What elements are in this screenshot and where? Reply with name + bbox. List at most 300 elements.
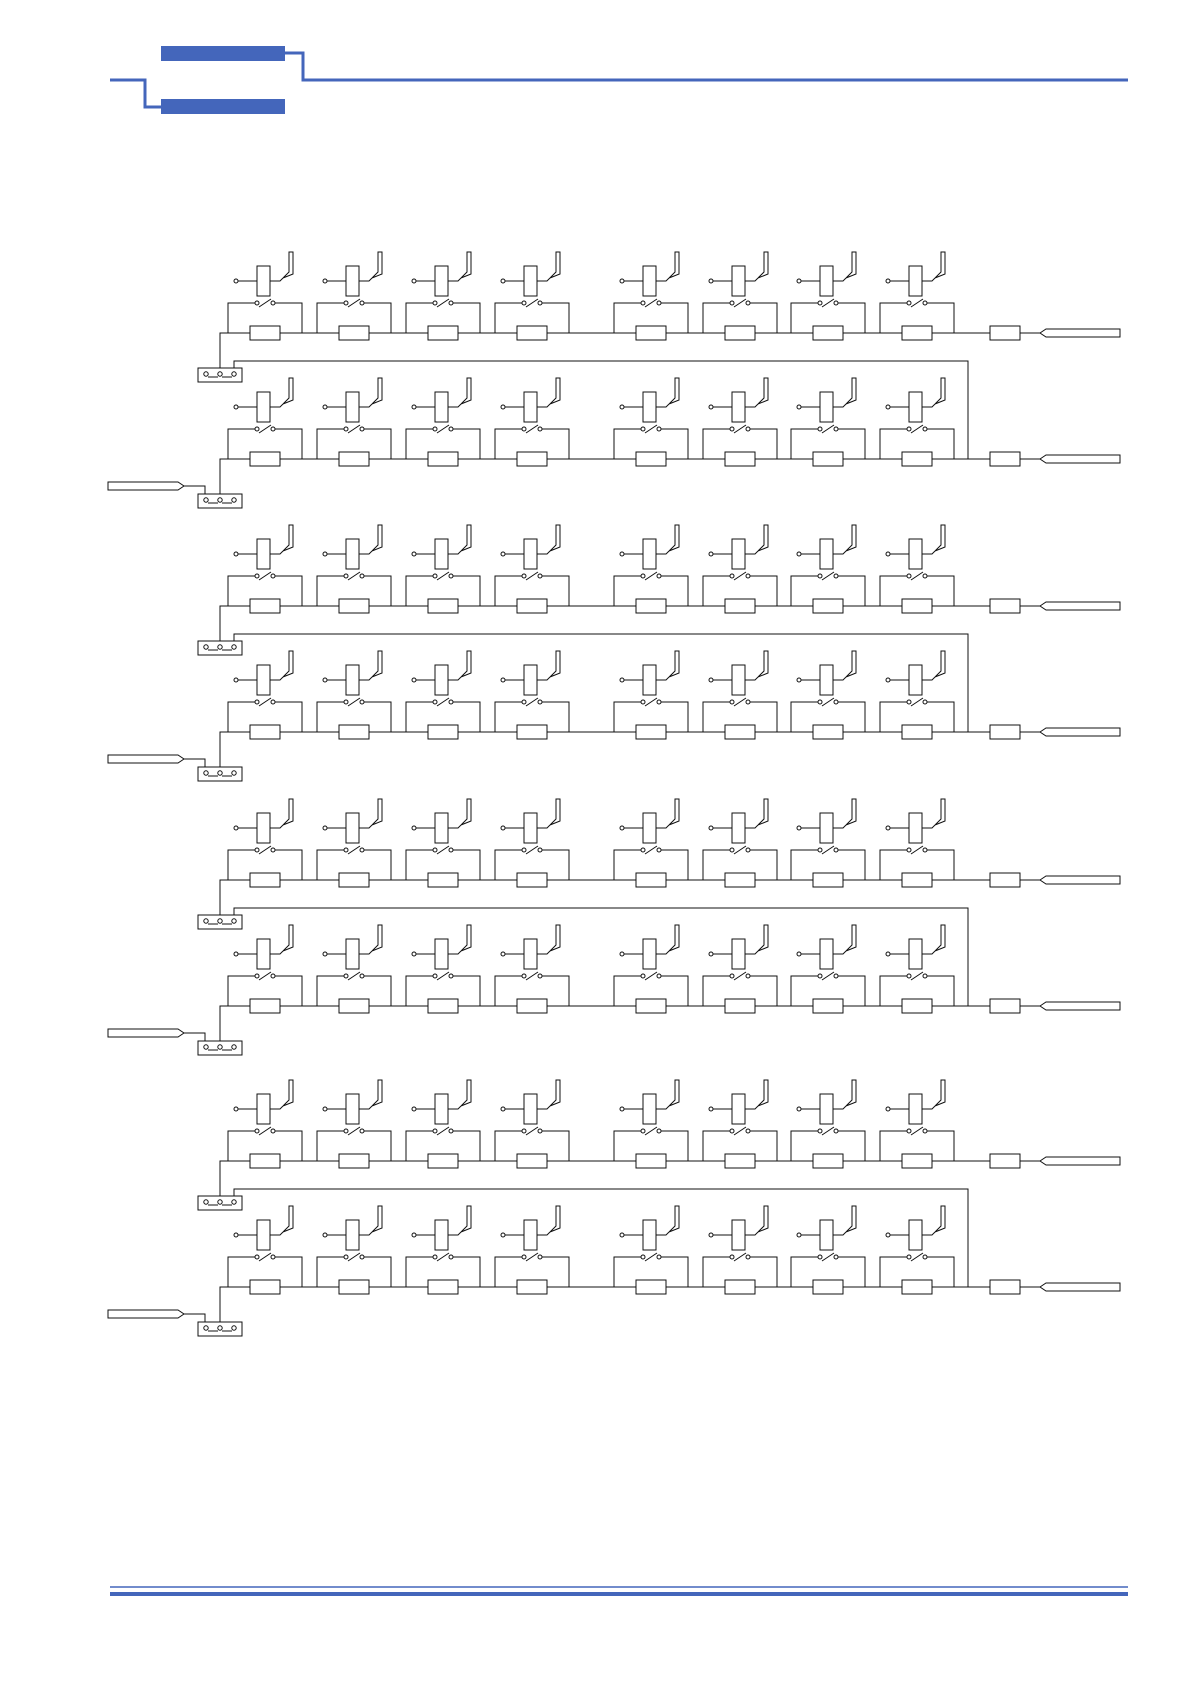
relay-coil-icon bbox=[732, 813, 745, 843]
resistor-icon bbox=[725, 873, 755, 887]
coil-link-wire bbox=[745, 951, 758, 954]
switch-blade-icon bbox=[911, 1127, 923, 1135]
coil-terminal-dot bbox=[323, 1233, 327, 1237]
coil-link-wire bbox=[537, 825, 550, 828]
resistor-icon bbox=[636, 873, 666, 887]
switch-blade-icon bbox=[822, 1253, 834, 1261]
resistor-icon bbox=[725, 725, 755, 739]
terminal-dot bbox=[204, 1200, 208, 1204]
contact-finger-icon bbox=[372, 252, 382, 278]
switch-contact-dot bbox=[433, 974, 437, 978]
resistor-icon bbox=[517, 725, 547, 739]
resistor-icon bbox=[250, 452, 280, 466]
resistor-icon bbox=[517, 999, 547, 1013]
contact-finger-icon bbox=[846, 651, 856, 677]
resistor-icon bbox=[428, 599, 458, 613]
relay-coil-icon bbox=[257, 266, 270, 296]
switch-contact-dot bbox=[641, 1255, 645, 1259]
switch-blade-icon bbox=[437, 1253, 449, 1261]
switch-contact-dot bbox=[746, 700, 750, 704]
switch-contact-dot bbox=[746, 1255, 750, 1259]
switch-contact-dot bbox=[433, 427, 437, 431]
coil-link-wire bbox=[359, 825, 372, 828]
input-connector-icon bbox=[108, 1029, 184, 1037]
contact-finger-icon bbox=[372, 1080, 382, 1106]
relay-coil-icon bbox=[435, 665, 448, 695]
coil-link-wire bbox=[656, 551, 669, 554]
terminal-block-icon bbox=[198, 368, 242, 382]
coil-terminal-dot bbox=[709, 1233, 713, 1237]
relay-cell bbox=[228, 378, 302, 466]
relay-coil-icon bbox=[346, 392, 359, 422]
relay-coil-icon bbox=[909, 1094, 922, 1124]
switch-contact-dot bbox=[834, 574, 838, 578]
switch-blade-icon bbox=[911, 698, 923, 706]
switch-contact-dot bbox=[923, 1255, 927, 1259]
relay-cell bbox=[228, 651, 302, 739]
switch-contact-dot bbox=[344, 848, 348, 852]
resistor-icon bbox=[813, 326, 843, 340]
output-connector-icon bbox=[1040, 876, 1120, 884]
terminal-dot bbox=[218, 1045, 222, 1049]
coil-terminal-dot bbox=[501, 1233, 505, 1237]
switch-contact-dot bbox=[433, 574, 437, 578]
ladder-group bbox=[108, 1080, 1120, 1336]
coil-link-wire bbox=[270, 278, 283, 281]
switch-contact-dot bbox=[255, 974, 259, 978]
switch-blade-icon bbox=[911, 425, 923, 433]
relay-cell bbox=[614, 378, 688, 466]
ladder-group bbox=[108, 252, 1120, 508]
switch-contact-dot bbox=[641, 974, 645, 978]
coil-link-wire bbox=[448, 278, 461, 281]
relay-coil-icon bbox=[909, 813, 922, 843]
switch-blade-icon bbox=[526, 698, 538, 706]
relay-coil-icon bbox=[909, 392, 922, 422]
input-connector-icon bbox=[108, 1310, 184, 1318]
resistor-icon bbox=[902, 599, 932, 613]
switch-contact-dot bbox=[923, 974, 927, 978]
relay-coil-icon bbox=[820, 266, 833, 296]
contact-finger-icon bbox=[372, 925, 382, 951]
output-resistor-icon bbox=[990, 1154, 1020, 1168]
switch-contact-dot bbox=[538, 974, 542, 978]
terminal-dot bbox=[232, 1045, 236, 1049]
switch-contact-dot bbox=[907, 574, 911, 578]
switch-contact-dot bbox=[907, 1255, 911, 1259]
switch-blade-icon bbox=[348, 698, 360, 706]
switch-contact-dot bbox=[255, 574, 259, 578]
relay-coil-icon bbox=[524, 1220, 537, 1250]
relay-coil-icon bbox=[524, 939, 537, 969]
switch-contact-dot bbox=[730, 427, 734, 431]
coil-terminal-dot bbox=[501, 678, 505, 682]
relay-coil-icon bbox=[732, 665, 745, 695]
relay-cell bbox=[228, 525, 302, 613]
terminal-dot bbox=[232, 498, 236, 502]
coil-link-wire bbox=[745, 551, 758, 554]
contact-finger-icon bbox=[935, 651, 945, 677]
switch-blade-icon bbox=[259, 299, 271, 307]
relay-coil-icon bbox=[257, 939, 270, 969]
terminal-dot bbox=[232, 372, 236, 376]
input-wire bbox=[184, 1033, 205, 1041]
relay-cell bbox=[317, 925, 391, 1013]
switch-contact-dot bbox=[834, 1129, 838, 1133]
relay-coil-icon bbox=[643, 1094, 656, 1124]
coil-terminal-dot bbox=[234, 1233, 238, 1237]
coil-terminal-dot bbox=[709, 279, 713, 283]
switch-contact-dot bbox=[271, 427, 275, 431]
switch-blade-icon bbox=[645, 972, 657, 980]
coil-terminal-dot bbox=[620, 1107, 624, 1111]
switch-contact-dot bbox=[344, 1129, 348, 1133]
relay-cell bbox=[495, 925, 569, 1013]
output-connector-icon bbox=[1040, 455, 1120, 463]
relay-coil-icon bbox=[524, 1094, 537, 1124]
relay-cell bbox=[495, 1080, 569, 1168]
relay-cell bbox=[317, 799, 391, 887]
relay-cell bbox=[614, 525, 688, 613]
relay-cell bbox=[791, 799, 865, 887]
coil-terminal-dot bbox=[886, 1107, 890, 1111]
relay-coil-icon bbox=[346, 539, 359, 569]
coil-link-wire bbox=[745, 404, 758, 407]
relay-coil-icon bbox=[524, 266, 537, 296]
contact-finger-icon bbox=[283, 252, 293, 278]
relay-cell bbox=[880, 925, 954, 1013]
contact-finger-icon bbox=[935, 1080, 945, 1106]
switch-contact-dot bbox=[907, 700, 911, 704]
coil-terminal-dot bbox=[709, 678, 713, 682]
terminal-dot bbox=[218, 372, 222, 376]
coil-link-wire bbox=[537, 1232, 550, 1235]
contact-finger-icon bbox=[846, 799, 856, 825]
switch-contact-dot bbox=[907, 848, 911, 852]
switch-contact-dot bbox=[255, 427, 259, 431]
switch-contact-dot bbox=[641, 301, 645, 305]
switch-contact-dot bbox=[657, 848, 661, 852]
coil-link-wire bbox=[359, 551, 372, 554]
relay-coil-icon bbox=[643, 392, 656, 422]
feed-wire bbox=[220, 1287, 228, 1322]
switch-contact-dot bbox=[360, 974, 364, 978]
relay-cell bbox=[406, 925, 480, 1013]
contact-finger-icon bbox=[550, 525, 560, 551]
switch-contact-dot bbox=[923, 700, 927, 704]
contact-finger-icon bbox=[283, 799, 293, 825]
switch-blade-icon bbox=[822, 425, 834, 433]
contact-finger-icon bbox=[461, 1206, 471, 1232]
resistor-icon bbox=[428, 725, 458, 739]
switch-contact-dot bbox=[255, 848, 259, 852]
coil-terminal-dot bbox=[501, 826, 505, 830]
switch-blade-icon bbox=[734, 1127, 746, 1135]
relay-coil-icon bbox=[820, 1094, 833, 1124]
switch-blade-icon bbox=[734, 299, 746, 307]
relay-coil-icon bbox=[820, 392, 833, 422]
relay-cell bbox=[406, 1080, 480, 1168]
coil-link-wire bbox=[922, 951, 935, 954]
feed-wire bbox=[220, 333, 228, 368]
resistor-icon bbox=[725, 326, 755, 340]
contact-finger-icon bbox=[846, 1206, 856, 1232]
switch-contact-dot bbox=[271, 574, 275, 578]
relay-coil-icon bbox=[524, 392, 537, 422]
relay-coil-icon bbox=[820, 539, 833, 569]
resistor-icon bbox=[902, 725, 932, 739]
coil-link-wire bbox=[537, 677, 550, 680]
coil-terminal-dot bbox=[797, 279, 801, 283]
coil-terminal-dot bbox=[323, 1107, 327, 1111]
contact-finger-icon bbox=[758, 1206, 768, 1232]
resistor-icon bbox=[517, 599, 547, 613]
coil-terminal-dot bbox=[797, 826, 801, 830]
terminal-dot bbox=[232, 1326, 236, 1330]
resistor-icon bbox=[725, 1154, 755, 1168]
relay-cell bbox=[880, 1080, 954, 1168]
switch-contact-dot bbox=[907, 301, 911, 305]
coil-link-wire bbox=[537, 1106, 550, 1109]
coil-terminal-dot bbox=[323, 405, 327, 409]
relay-coil-icon bbox=[435, 813, 448, 843]
relay-cell bbox=[317, 378, 391, 466]
coil-link-wire bbox=[833, 278, 846, 281]
feed-wire bbox=[220, 1161, 228, 1196]
coil-terminal-dot bbox=[412, 1233, 416, 1237]
resistor-icon bbox=[902, 1280, 932, 1294]
switch-contact-dot bbox=[538, 848, 542, 852]
relay-cell bbox=[703, 378, 777, 466]
switch-contact-dot bbox=[344, 700, 348, 704]
relay-cell bbox=[406, 252, 480, 340]
switch-blade-icon bbox=[734, 1253, 746, 1261]
coil-terminal-dot bbox=[501, 552, 505, 556]
relay-coil-icon bbox=[346, 665, 359, 695]
resistor-icon bbox=[902, 1154, 932, 1168]
coil-link-wire bbox=[448, 951, 461, 954]
input-connector-icon bbox=[108, 482, 184, 490]
relay-cell bbox=[880, 651, 954, 739]
relay-coil-icon bbox=[524, 539, 537, 569]
relay-cell bbox=[406, 651, 480, 739]
switch-contact-dot bbox=[538, 301, 542, 305]
terminal-dot bbox=[204, 771, 208, 775]
relay-cell bbox=[880, 799, 954, 887]
contact-finger-icon bbox=[846, 252, 856, 278]
switch-contact-dot bbox=[433, 848, 437, 852]
resistor-icon bbox=[636, 725, 666, 739]
switch-blade-icon bbox=[259, 972, 271, 980]
coil-terminal-dot bbox=[412, 1107, 416, 1111]
coil-link-wire bbox=[359, 951, 372, 954]
coil-link-wire bbox=[359, 404, 372, 407]
resistor-icon bbox=[813, 1154, 843, 1168]
terminal-dot bbox=[204, 645, 208, 649]
relay-cell bbox=[228, 1080, 302, 1168]
switch-blade-icon bbox=[734, 425, 746, 433]
coil-link-wire bbox=[833, 1232, 846, 1235]
resistor-icon bbox=[813, 1280, 843, 1294]
switch-contact-dot bbox=[433, 1255, 437, 1259]
input-wire bbox=[184, 486, 205, 494]
relay-coil-icon bbox=[346, 1220, 359, 1250]
resistor-icon bbox=[636, 1154, 666, 1168]
group-bridge-wire bbox=[234, 1189, 968, 1287]
relay-cell bbox=[791, 651, 865, 739]
coil-terminal-dot bbox=[886, 952, 890, 956]
switch-blade-icon bbox=[734, 572, 746, 580]
switch-contact-dot bbox=[657, 574, 661, 578]
switch-contact-dot bbox=[360, 301, 364, 305]
switch-blade-icon bbox=[437, 299, 449, 307]
switch-contact-dot bbox=[360, 1255, 364, 1259]
coil-link-wire bbox=[656, 825, 669, 828]
switch-contact-dot bbox=[923, 574, 927, 578]
contact-finger-icon bbox=[461, 378, 471, 404]
switch-contact-dot bbox=[641, 848, 645, 852]
resistor-icon bbox=[813, 452, 843, 466]
switch-contact-dot bbox=[538, 1129, 542, 1133]
coil-link-wire bbox=[922, 825, 935, 828]
relay-coil-icon bbox=[346, 939, 359, 969]
relay-cell bbox=[495, 525, 569, 613]
contact-finger-icon bbox=[846, 1080, 856, 1106]
coil-link-wire bbox=[448, 1106, 461, 1109]
switch-contact-dot bbox=[907, 427, 911, 431]
resistor-icon bbox=[725, 1280, 755, 1294]
switch-contact-dot bbox=[834, 848, 838, 852]
switch-contact-dot bbox=[730, 700, 734, 704]
terminal-dot bbox=[232, 771, 236, 775]
coil-link-wire bbox=[537, 951, 550, 954]
feed-wire bbox=[220, 459, 228, 494]
coil-terminal-dot bbox=[412, 279, 416, 283]
switch-contact-dot bbox=[746, 301, 750, 305]
ladder-group bbox=[108, 799, 1120, 1055]
coil-link-wire bbox=[656, 677, 669, 680]
coil-link-wire bbox=[922, 1106, 935, 1109]
switch-contact-dot bbox=[433, 1129, 437, 1133]
relay-coil-icon bbox=[909, 266, 922, 296]
switch-contact-dot bbox=[433, 301, 437, 305]
coil-terminal-dot bbox=[886, 1233, 890, 1237]
terminal-dot bbox=[204, 1045, 208, 1049]
coil-link-wire bbox=[448, 677, 461, 680]
ladder-row bbox=[198, 1206, 1120, 1336]
relay-cell bbox=[703, 1080, 777, 1168]
terminal-dot bbox=[218, 1326, 222, 1330]
resistor-icon bbox=[517, 873, 547, 887]
switch-contact-dot bbox=[834, 301, 838, 305]
switch-blade-icon bbox=[526, 572, 538, 580]
relay-cell bbox=[703, 525, 777, 613]
relay-cell bbox=[228, 1206, 302, 1294]
relay-cell bbox=[703, 252, 777, 340]
switch-contact-dot bbox=[923, 1129, 927, 1133]
resistor-icon bbox=[813, 999, 843, 1013]
coil-link-wire bbox=[833, 825, 846, 828]
relay-coil-icon bbox=[643, 1220, 656, 1250]
contact-finger-icon bbox=[550, 1080, 560, 1106]
switch-contact-dot bbox=[538, 427, 542, 431]
coil-terminal-dot bbox=[709, 1107, 713, 1111]
header-bar-bottom bbox=[161, 99, 285, 114]
contact-finger-icon bbox=[461, 651, 471, 677]
header-rule bbox=[110, 80, 161, 107]
coil-terminal-dot bbox=[234, 678, 238, 682]
switch-blade-icon bbox=[645, 572, 657, 580]
coil-link-wire bbox=[656, 404, 669, 407]
switch-contact-dot bbox=[746, 574, 750, 578]
coil-link-wire bbox=[537, 404, 550, 407]
relay-coil-icon bbox=[435, 939, 448, 969]
input-wire bbox=[184, 1314, 205, 1322]
terminal-dot bbox=[204, 498, 208, 502]
switch-contact-dot bbox=[271, 301, 275, 305]
relay-coil-icon bbox=[257, 1220, 270, 1250]
output-connector-icon bbox=[1040, 1283, 1120, 1291]
terminal-block-icon bbox=[198, 915, 242, 929]
coil-link-wire bbox=[270, 1106, 283, 1109]
switch-blade-icon bbox=[526, 972, 538, 980]
relay-cell bbox=[791, 925, 865, 1013]
relay-cell bbox=[703, 651, 777, 739]
contact-finger-icon bbox=[461, 1080, 471, 1106]
relay-cell bbox=[880, 1206, 954, 1294]
switch-blade-icon bbox=[526, 846, 538, 854]
contact-finger-icon bbox=[935, 925, 945, 951]
terminal-dot bbox=[204, 1326, 208, 1330]
output-connector-icon bbox=[1040, 602, 1120, 610]
relay-coil-icon bbox=[435, 1094, 448, 1124]
contact-finger-icon bbox=[669, 799, 679, 825]
contact-finger-icon bbox=[758, 525, 768, 551]
input-wire bbox=[184, 759, 205, 767]
relay-coil-icon bbox=[643, 813, 656, 843]
header-rule-right bbox=[285, 53, 1128, 80]
switch-blade-icon bbox=[437, 972, 449, 980]
contact-finger-icon bbox=[283, 925, 293, 951]
resistor-icon bbox=[339, 1154, 369, 1168]
coil-terminal-dot bbox=[797, 405, 801, 409]
switch-contact-dot bbox=[818, 700, 822, 704]
resistor-icon bbox=[813, 725, 843, 739]
coil-link-wire bbox=[537, 551, 550, 554]
switch-blade-icon bbox=[645, 1253, 657, 1261]
relay-coil-icon bbox=[732, 1094, 745, 1124]
coil-terminal-dot bbox=[886, 552, 890, 556]
contact-finger-icon bbox=[283, 651, 293, 677]
coil-terminal-dot bbox=[234, 405, 238, 409]
coil-link-wire bbox=[922, 404, 935, 407]
output-resistor-icon bbox=[990, 599, 1020, 613]
switch-contact-dot bbox=[818, 974, 822, 978]
terminal-dot bbox=[232, 1200, 236, 1204]
resistor-icon bbox=[339, 999, 369, 1013]
coil-link-wire bbox=[359, 677, 372, 680]
relay-coil-icon bbox=[732, 392, 745, 422]
relay-coil-icon bbox=[524, 813, 537, 843]
contact-finger-icon bbox=[846, 525, 856, 551]
terminal-block-icon bbox=[198, 494, 242, 508]
switch-blade-icon bbox=[822, 1127, 834, 1135]
contact-finger-icon bbox=[669, 651, 679, 677]
resistor-icon bbox=[636, 999, 666, 1013]
output-resistor-icon bbox=[990, 1280, 1020, 1294]
relay-coil-icon bbox=[257, 539, 270, 569]
switch-contact-dot bbox=[818, 301, 822, 305]
